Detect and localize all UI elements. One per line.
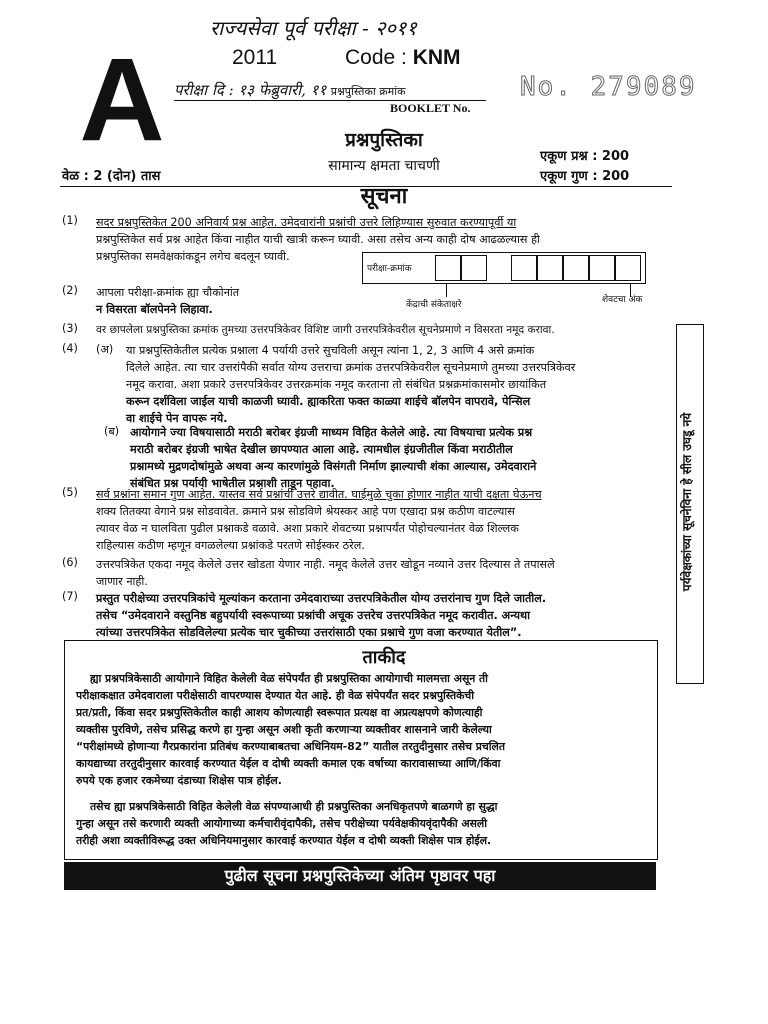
- set-letter: A: [79, 34, 165, 166]
- warning-line: ह्या प्रश्नपत्रिकेसाठी आयोगाने विहित केलेली वेळ संपेपर्यंत ही प्रश्नपुस्तिका आयोगाची मालमत्ता असून ती: [90, 672, 488, 685]
- instr-4b-line: मराठी बरोबर इंग्रजी भाषेत देखील छापण्यात आला आहे. त्यामधील इंग्रजीतील किंवा मराठीतील: [130, 443, 513, 456]
- exam-date: परीक्षा दि : १३ फेब्रुवारी, ११: [174, 81, 327, 99]
- instr-4b-line: संबंधित प्रश्न पर्यायी भाषेतील प्रश्नाशी ताडून पहावा.: [130, 477, 335, 490]
- centre-code-caption: केंद्राची संकेताक्षरे: [406, 300, 462, 310]
- instr-6: [96, 556, 666, 590]
- roll-box-1[interactable]: [435, 255, 461, 281]
- instr-5-line: राहिल्यास कठीण म्हणून वगळलेल्या प्रश्नांकडे परतणे सोईस्कर ठरेल.: [96, 539, 365, 552]
- instr-4b-line: प्रश्नामध्ये मुद्रणदोषांमुळे अथवा अन्य कारणांमुळे विसंगती निर्माण झाल्याची शंका आल्यास, उमेदवाराने: [130, 460, 537, 473]
- arrow-line-centre: [446, 283, 447, 297]
- instr-6-number: (6): [62, 556, 78, 569]
- instr-3-number: (3): [62, 322, 78, 335]
- instr-4b: [130, 424, 672, 492]
- instr-4a: [126, 342, 672, 427]
- last-digit-caption: शेवटचा अंक: [602, 295, 643, 305]
- warning-paragraph-1: [76, 670, 646, 789]
- instr-1-line: सदर प्रश्नपुस्तिकेत 200 अनिवार्य प्रश्न आहेत. उमेदवारांनी प्रश्नांची उत्तरे लिहिण्यास सुरुवात करण्यापूर्वी या: [96, 216, 517, 229]
- instr-5-line: शक्य तितक्या वेगाने प्रश्न सोडवावेत. क्रमाने प्रश्न सोडविणे श्रेयस्कर आहे पण एखादा प्रश्न कठीण वाटल्यास: [96, 505, 515, 518]
- roll-box-7[interactable]: [615, 255, 641, 281]
- time-allowed: वेळ : 2 (दोन) तास: [62, 169, 161, 184]
- booklet-title: प्रश्नपुस्तिका: [345, 129, 423, 151]
- instr-3: वर छापलेला प्रश्नपुस्तिका क्रमांक तुमच्या उत्तरपत्रिकेवर विशिष्ट जागी उत्तरपत्रिकेवरील सूचनेप्रमाणे न विसरता नमूद करावा.: [96, 324, 555, 336]
- roll-box-3[interactable]: [511, 255, 537, 281]
- code-label: Code :: [345, 46, 407, 69]
- warning-line: तरीही अशा व्यक्तीविरूद्ध उक्त अधिनियमानुसार कारवाई करण्यात येईल व दोषी व्यक्ती शिक्षेस पात्र होईल.: [76, 834, 492, 847]
- instr-7-line: त्यांच्या उत्तरपत्रिकेत सोडविलेल्या प्रत्येक चार चुकीच्या उत्तरांसाठी एका प्रश्नाचे गुण वजा करण्यात येतील”.: [96, 626, 522, 639]
- instr-4-number: (4): [62, 342, 78, 355]
- code-value: KNM: [412, 46, 461, 69]
- instr-4a-line: वा शाईचे पेन वापरू नये.: [126, 412, 228, 425]
- booklet-number: No. 279089: [520, 72, 697, 102]
- total-questions: एकूण प्रश्न : 200: [540, 149, 630, 164]
- roll-number-label: परीक्षा-क्रमांक: [367, 264, 412, 274]
- roll-box-6[interactable]: [589, 255, 615, 281]
- instructions-heading: सूचना: [360, 184, 408, 209]
- instr-4a-line: करून दर्शविला जाईल याची काळजी घ्यावी. ह्याकरिता फक्त काळ्या शाईचे बॉलपेन वापरावे, पेन्सिल: [126, 395, 531, 408]
- instr-4b-line: आयोगाने ज्या विषयासाठी मराठी बरोबर इंग्रजी माध्यम विहित केलेले आहे. त्या विषयाचा प्रत्येक प्रश्न: [130, 426, 533, 439]
- warning-line: कायद्याच्या तरतुदीनुसार कारवाई करण्यात येईल व दोषी व्यक्ती कमाल एक वर्षाच्या कारावासाच्या आणि/किंवा: [76, 757, 501, 770]
- instr-7-number: (7): [62, 590, 78, 603]
- warning-line: व्यक्तीस पुरविणे, तसेच प्रसिद्ध करणे हा गुन्हा असून अशी कृती करणाऱ्या व्यक्तीवर शासनाने जारी केलेल्या: [76, 723, 492, 736]
- instr-2-number: (2): [62, 284, 78, 297]
- instr-2-line: न विसरता बॉलपेनने लिहावा.: [96, 303, 213, 316]
- instr-2: [96, 284, 356, 318]
- warning-line: तसेच ह्या प्रश्नपत्रिकेसाठी विहित केलेली वेळ संपण्याआधी ही प्रश्नपुस्तिका अनधिकृतपणे बाळगणे हा सुद्धा: [90, 800, 498, 813]
- exam-date-line: [174, 80, 486, 101]
- instr-4a-mark: (अ): [96, 343, 114, 356]
- warning-line: प्रत/प्रती, किंवा सदर प्रश्नपुस्तिकेतील काही आशय कोणत्याही स्वरूपात प्रत्यक्ष वा अप्रत्यक्षपणे कोणत्याही: [76, 706, 483, 719]
- booklet-label-mr: प्रश्नपुस्तिका क्रमांक: [330, 85, 406, 98]
- instr-5: [96, 486, 666, 554]
- instr-5-line: त्यावर वेळ न घालविता पुढील प्रश्नाकडे वळावे. अशा प्रकारे शेवटच्या प्रश्नापर्यंत पोहोचल्यानंतर वेळ शिल्लक: [96, 522, 519, 535]
- warning-line: “परीक्षांमध्ये होणाऱ्या गैरप्रकारांना प्रतिबंध करण्याबाबतचा अधिनियम-82” यातील तरतुदीनुसार तसेच प्रचलित: [76, 740, 506, 753]
- instr-6-line: जाणार नाही.: [96, 575, 148, 588]
- instr-1-line: प्रश्नपुस्तिका समवेक्षकांकडून लगेच बदलून घ्यावी.: [96, 250, 290, 263]
- exam-code: [345, 46, 461, 70]
- instr-2-line: आपला परीक्षा-क्रमांक ह्या चौकोनांत: [96, 286, 240, 299]
- instr-4b-mark: (ब): [104, 425, 120, 438]
- instr-1-number: (1): [62, 214, 78, 227]
- instr-7: [96, 590, 666, 641]
- instr-4a-line: नमूद करावा. अशा प्रकारे उत्तरपत्रिकेवर उत्तरक्रमांक नमूद करताना तो संबंधित प्रश्नक्रमांकासमोर छायांकित: [126, 378, 547, 391]
- roll-box-2[interactable]: [461, 255, 487, 281]
- instr-7-line: तसेच “उमेदवाराने वस्तुनिष्ठ बहुपर्यायी स्वरूपाच्या प्रश्नांची अचूक उत्तरेच उत्तरपत्रिकेत नमूद करावीत. अन्यथा: [96, 609, 531, 622]
- instr-1-line: प्रश्नपुस्तिकेत सर्व प्रश्न आहेत किंवा नाहीत याची खात्री करून घ्यावी. असा तसेच अन्य काही दोष आढळल्यास ही: [96, 233, 540, 246]
- footer-banner: पुढील सूचना प्रश्नपुस्तिकेच्या अंतिम पृष्ठावर पहा: [64, 862, 656, 890]
- exam-year: 2011: [232, 46, 278, 69]
- handwritten-title: राज्यसेवा पूर्व परीक्षा - २०११: [210, 16, 417, 40]
- instr-6-line: उत्तरपत्रिकेत एकदा नमूद केलेले उत्तर खोडता येणार नाही. नमूद केलेले उत्तर खोडून नव्याने उत्तर दिल्यास ते तपासले: [96, 558, 555, 571]
- instr-7-line: प्रस्तुत परीक्षेच्या उत्तरपत्रिकांचे मूल्यांकन करताना उमेदवाराच्या उत्तरपत्रिकेतील योग्य उत्तरांनाच गुण दिले जातील.: [96, 592, 547, 605]
- warning-line: गुन्हा असून तसे करणारी व्यक्ती आयोगाच्या कर्मचारीवृंदापैकी, तसेच परीक्षेच्या पर्यवेक्षकीयवृंदापैकी असली: [76, 817, 488, 830]
- instr-5-line: सर्व प्रश्नांना समान गुण आहेत. यास्तव सर्व प्रश्नांची उत्तरे द्यावीत. घाईमुळे चुका होणार नाहीत याची दक्षता घेऊनच: [96, 488, 542, 501]
- roll-box-5[interactable]: [563, 255, 589, 281]
- instr-4a-line: या प्रश्नपुस्तिकेतील प्रत्येक प्रश्नाला 4 पर्यायी उत्तरे सुचविली असून त्यांना 1, 2, 3 आणि 4 असे क्रमांक: [126, 344, 535, 357]
- warning-line: रुपये एक हजार रकमेच्या दंडाच्या शिक्षेस पात्र होईल.: [76, 774, 282, 787]
- paper-subject: सामान्य क्षमता चाचणी: [328, 158, 440, 174]
- warning-heading: ताकीद: [362, 647, 406, 668]
- total-marks: एकूण गुण : 200: [540, 169, 630, 184]
- warning-line: परीक्षाकक्षात उमेदवाराला परीक्षेसाठी वापरण्यास देण्यात येत आहे. ही वेळ संपेपर्यंत सदर प्रश्नपुस्तिकेची: [76, 689, 475, 702]
- roll-box-4[interactable]: [537, 255, 563, 281]
- seal-note-text: पर्यवेक्षकांच्या सूचनेविना हे सील उघडू नये: [680, 412, 694, 592]
- booklet-label-en: BOOKLET No.: [390, 101, 471, 115]
- warning-paragraph-2: [76, 798, 646, 849]
- instr-5-number: (5): [62, 486, 78, 499]
- instr-4a-line: दिलेले आहेत. त्या चार उत्तरांपैकी सर्वात योग्य उत्तराचा क्रमांक उत्तरपत्रिकेवरील सूचनेप्रमाणे तुमच्या उत्तरपत्रिकेवर: [126, 361, 576, 374]
- roll-number-grid: [362, 252, 646, 284]
